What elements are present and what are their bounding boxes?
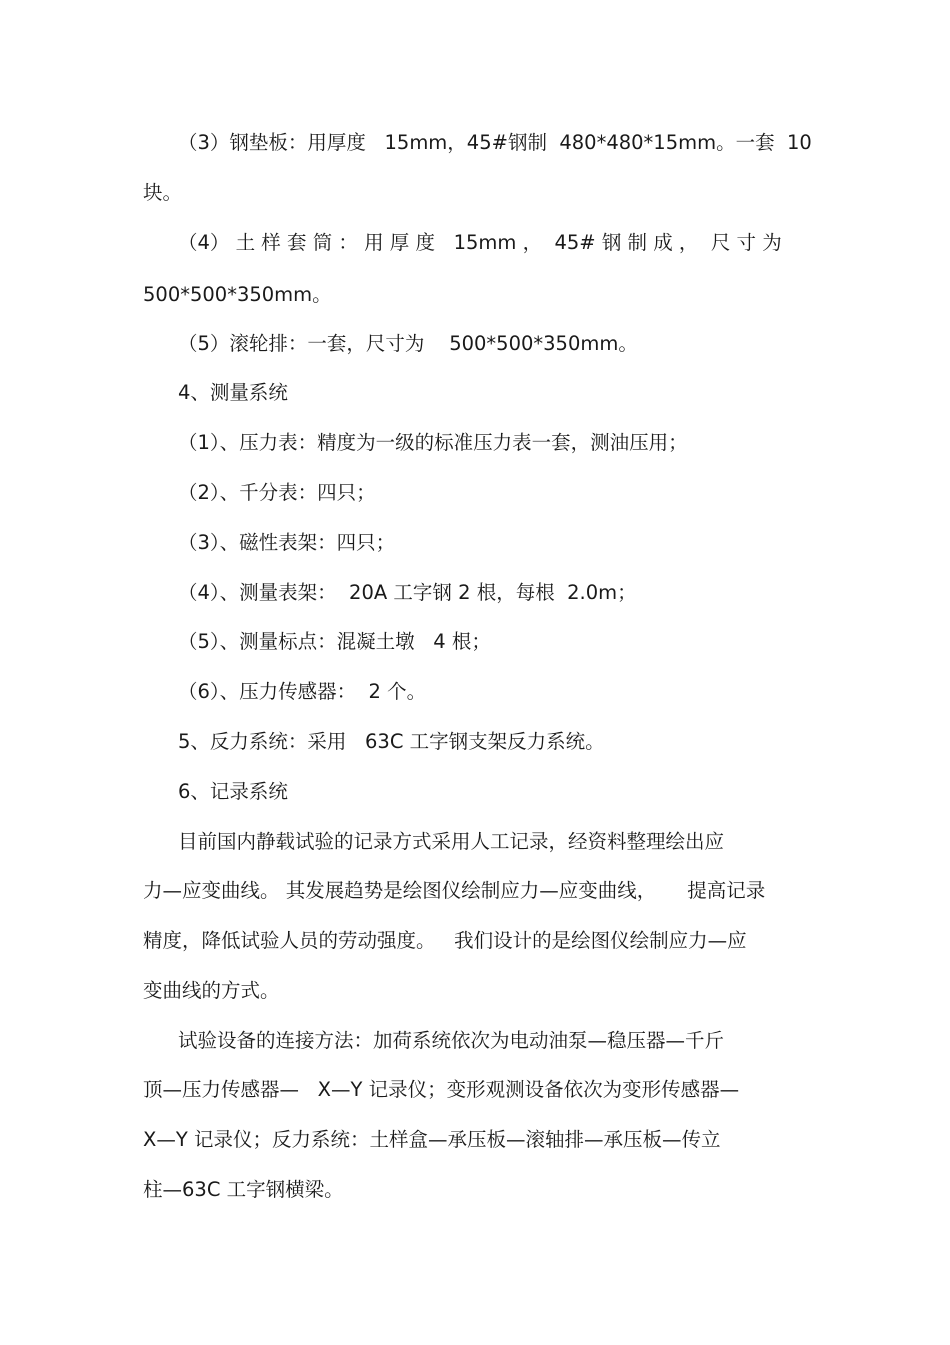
- paragraph-recording-line-1: 目前国内静载试验的记录方式采用人工记录，经资料整理绘出应: [178, 830, 725, 853]
- text-line-pressure-sensor: （6）、压力传感器： 2 个。: [178, 680, 427, 703]
- paragraph-recording-line-4: 变曲线的方式。: [143, 979, 280, 1002]
- text-line-steel-pad: （3）钢垫板：用厚度 15mm，45#钢制 480*480*15mm。一套 10: [178, 131, 812, 154]
- text-line-soil-sleeve: （4） 土 样 套 筒 ： 用 厚 度 15mm ， 45# 钢 制 成 ， 尺 寸 为: [178, 231, 782, 254]
- paragraph-connection-line-1: 试验设备的连接方法：加荷系统依次为电动油泵—稳压器—千斤: [178, 1029, 725, 1052]
- text-line-steel-pad-cont: 块。: [143, 181, 183, 204]
- section-heading-measurement: 4、测量系统: [178, 381, 288, 404]
- paragraph-recording-line-2: 力—应变曲线。 其发展趋势是绘图仪绘制应力—应变曲线， 提高记录: [143, 879, 766, 902]
- paragraph-connection-line-4: 柱—63C 工字钢横梁。: [143, 1178, 344, 1201]
- paragraph-recording-line-3: 精度，降低试验人员的劳动强度。 我们设计的是绘图仪绘制应力—应: [143, 929, 747, 952]
- paragraph-connection-line-2: 顶—压力传感器— X—Y 记录仪；变形观测设备依次为变形传感器—: [143, 1078, 740, 1101]
- section-heading-recording: 6、记录系统: [178, 780, 288, 803]
- paragraph-connection-line-3: X—Y 记录仪；反力系统：土样盒—承压板—滚轴排—承压板—传立: [143, 1128, 721, 1151]
- text-line-soil-sleeve-cont: 500*500*350mm。: [143, 283, 332, 306]
- text-line-pressure-gauge: （1）、压力表：精度为一级的标准压力表一套，测油压用；: [178, 431, 688, 454]
- section-heading-reaction: 5、反力系统：采用 63C 工字钢支架反力系统。: [178, 730, 605, 753]
- text-line-dial-gauge: （2）、千分表：四只；: [178, 481, 376, 504]
- text-line-measuring-points: （5）、测量标点：混凝土墩 4 根；: [178, 630, 491, 653]
- text-line-roller-row: （5）滚轮排：一套，尺寸为 500*500*350mm。: [178, 332, 638, 355]
- text-line-measuring-frame: （4）、测量表架： 20A 工字钢 2 根，每根 2.0m；: [178, 581, 637, 604]
- text-line-magnetic-stand: （3）、磁性表架：四只；: [178, 531, 396, 554]
